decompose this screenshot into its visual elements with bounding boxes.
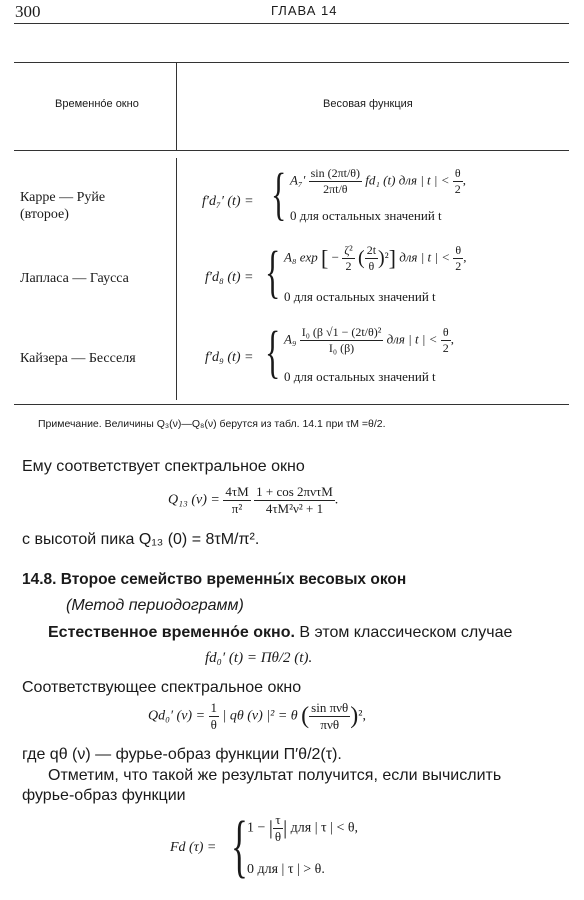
paragraph-6-line-1: Отметим, что такой же результат получится, если вычислить — [48, 767, 502, 784]
table-note: Примечание. Величины Q₃(ν)—Q₈(ν) берутся из табл. 14.1 при τM =θ/2. — [38, 418, 386, 430]
equation-qd0: Qd₀′ (ν) = $\frac{1}{\theta}$ | qθ (ν) |² = θ ( $\frac{\text{sin πνθ}}{\text{πνθ}}$ )², — [148, 700, 366, 732]
paragraph-5: где qθ (ν) — фурье-образ функции Π′θ/2(τ). — [22, 746, 342, 763]
row-name-carre: Карре — Руйе (второе) — [20, 190, 106, 222]
row-name-kaiser: Кайзера — Бесселя — [20, 351, 136, 366]
row-lhs-carre: f′d₇′ (t) = — [202, 194, 254, 209]
equation-fd-case-2: 0 для | τ | > θ. — [247, 862, 325, 877]
equation-fd0: fd₀′ (t) = Πθ/2 (t). — [205, 650, 313, 666]
table-top-rule — [14, 62, 569, 63]
table-divider-body — [176, 158, 177, 400]
column-header-weight: Весовая функция — [323, 98, 413, 110]
row-second-kaiser: 0 для остальных значений t — [284, 369, 436, 384]
row-name-laplace: Лапласа — Гаусса — [20, 271, 129, 286]
section-heading: 14.8. Второе семейство временны́х весовых окон — [22, 571, 407, 588]
row-second-laplace: 0 для остальных значений t — [284, 289, 436, 304]
row-second-carre: 0 для остальных значений t — [290, 208, 442, 223]
row-lhs-kaiser: f′d₉ (t) = — [205, 350, 254, 365]
table-header-rule — [14, 150, 569, 151]
row-formula-laplace: A₈ exp [ − $\frac{\text{ζ²}}{2}$ ( $\frac{2t}{\theta}$ )²] для | t | < $\frac{\theta}{2}$ , — [284, 243, 467, 273]
paragraph-1: Ему соответствует спектральное окно — [22, 458, 305, 475]
paragraph-4: Соответствующее спектральное окно — [22, 679, 302, 696]
table-divider-head — [176, 62, 177, 150]
row-formula-kaiser: A₉ $\frac{\text{I₀ (β √1 − (2t/θ)²}}{\text{I₀ (β)}}$ для | t | < $\frac{\theta}{2}$ , — [284, 325, 454, 355]
brace: { — [271, 161, 287, 226]
row-formula-carre: A₇′ $\frac{\sin (2\pi t/\theta)}{2\pi t/\theta}$ fd₁ (t) для | t | < $\frac{\theta}{2}$ , — [290, 166, 467, 196]
chapter-heading: ГЛАВА 14 — [271, 3, 338, 18]
table-bottom-rule — [14, 404, 569, 405]
header-rule — [14, 23, 569, 24]
paragraph-6-line-2: фурье-образ функции — [22, 787, 186, 804]
brace: { — [265, 319, 281, 384]
equation-q13: Q₁₃ (ν) = $\frac{4\tau M}{\text{π²}}$ $\frac{\text{1 + cos 2πντM}}{\text{4τM²ν² + 1}}$ . — [168, 484, 339, 516]
brace: { — [265, 239, 281, 304]
column-header-window: Временно́е окно — [55, 98, 139, 110]
paragraph-3: Естественное временно́е окно. В этом классическом случае — [48, 624, 513, 641]
paragraph-2: с высотой пика Q₁₃ (0) = 8τM/π². — [22, 531, 260, 548]
section-subtitle: (Метод периодограмм) — [66, 597, 244, 614]
equation-fd-lhs: Fd (τ) = — [170, 840, 217, 855]
brace: { — [231, 808, 248, 885]
equation-fd-case-1: 1 − | $\frac{\tau}{\theta}$ | для | τ | < θ, — [247, 812, 359, 844]
row-lhs-laplace: f′d₈ (t) = — [205, 270, 254, 285]
page-number: 300 — [15, 2, 41, 21]
